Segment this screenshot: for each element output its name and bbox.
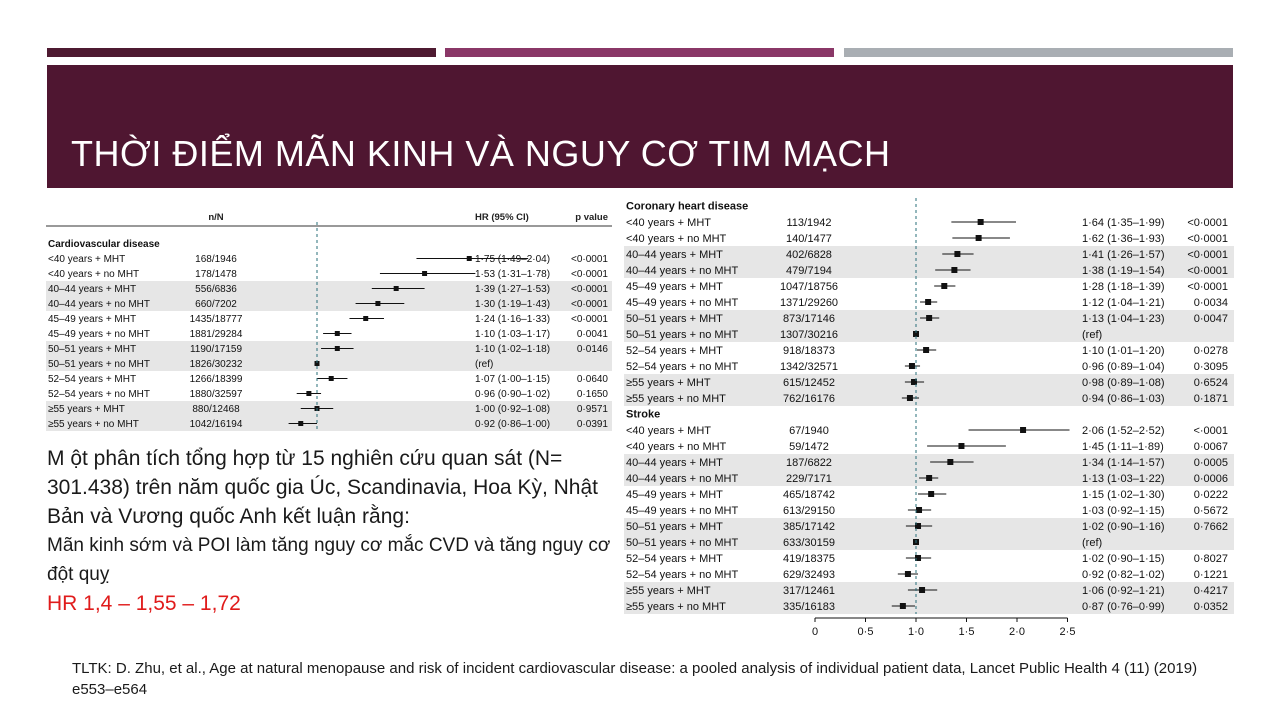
row-label: ≥55 years + no MHT <box>48 419 139 431</box>
row-label: ≥55 years + MHT <box>626 584 711 597</box>
hr-marker <box>976 235 982 241</box>
row-label: 45–49 years + no MHT <box>626 504 739 517</box>
slide-title: THỜI ĐIỂM MÃN KINH VÀ NGUY CƠ TIM MẠCH <box>71 133 891 174</box>
hr-marker <box>951 267 957 273</box>
hr-marker <box>916 507 922 513</box>
row-hr-text: 1·12 (1·04–1·21) <box>1082 296 1165 309</box>
hr-marker <box>329 376 334 381</box>
accent-bar-middle <box>445 48 834 57</box>
hr-marker <box>335 331 340 336</box>
row-p: 0·0006 <box>1193 472 1228 485</box>
row-p: 0·0034 <box>1193 296 1228 309</box>
row-label: 52–54 years + MHT <box>626 344 723 357</box>
row-n: 1190/17159 <box>189 344 243 356</box>
row-p: 0·0047 <box>1193 312 1228 325</box>
row-label: 50–51 years + MHT <box>626 312 723 325</box>
row-p: 0·6524 <box>1193 376 1228 389</box>
row-hr-text: 0·87 (0·76–0·99) <box>1082 600 1165 613</box>
row-n: 873/17146 <box>783 312 835 325</box>
row-p: <0·0001 <box>1187 216 1228 229</box>
row-p: <0·0001 <box>571 254 608 266</box>
hr-marker <box>928 491 934 497</box>
header-n: n/N <box>208 212 224 223</box>
row-hr-text: 1·24 (1·16–1·33) <box>475 314 551 326</box>
row-label: <40 years + MHT <box>626 424 711 437</box>
row-n: 465/18742 <box>783 488 835 501</box>
row-n: 1307/30216 <box>779 328 839 341</box>
row-hr-text: (ref) <box>1082 328 1103 341</box>
row-hr-text: 1·41 (1·26–1·57) <box>1082 248 1165 261</box>
hr-marker <box>306 391 311 396</box>
x-tick-label: 0 <box>811 626 819 638</box>
forest-plot-cvd <box>46 200 612 440</box>
row-label: 45–49 years + no MHT <box>48 329 150 341</box>
hr-marker <box>947 459 953 465</box>
row-p: 0·9571 <box>576 404 608 416</box>
hr-marker <box>375 301 380 306</box>
group-title: Stroke <box>626 408 661 421</box>
row-p: 0·0391 <box>576 419 608 431</box>
row-n: 335/16183 <box>783 600 835 613</box>
row-hr-text: 1·13 (1·03–1·22) <box>1082 472 1165 485</box>
row-p: 0·0146 <box>576 344 608 356</box>
row-n: 633/30159 <box>783 536 835 549</box>
row-n: 1880/32597 <box>189 389 243 401</box>
row-n: 187/6822 <box>786 456 832 469</box>
hr-marker <box>909 363 915 369</box>
forest-plot-cvd-svg <box>46 200 612 440</box>
row-n: 419/18375 <box>783 552 835 565</box>
row-n: 479/7194 <box>786 264 832 277</box>
forest-plot-chd-stroke <box>624 195 1234 645</box>
row-hr-text: 1·10 (1·01–1·20) <box>1082 344 1165 357</box>
row-hr-text: 1·53 (1·31–1·78) <box>475 269 551 281</box>
row-p: 0·0278 <box>1193 344 1228 357</box>
row-n: 1881/29284 <box>189 329 243 341</box>
row-label: <40 years + MHT <box>626 216 711 229</box>
row-p: 0·4217 <box>1193 584 1228 597</box>
row-hr-text: (ref) <box>475 359 494 371</box>
title-band <box>47 65 1233 188</box>
row-n: 140/1477 <box>786 232 832 245</box>
row-hr-text: 1·13 (1·04–1·23) <box>1082 312 1165 325</box>
row-n: 168/1946 <box>195 254 237 266</box>
row-n: 178/1478 <box>195 269 237 281</box>
row-p: <0·0001 <box>1187 232 1228 245</box>
row-hr-text: 1·38 (1·19–1·54) <box>1082 264 1165 277</box>
row-hr-text: 1·07 (1·00–1·15) <box>475 374 551 386</box>
row-p: 0·7662 <box>1193 520 1228 533</box>
group-title: Cardiovascular disease <box>48 238 160 250</box>
row-p: 0·1650 <box>576 389 608 401</box>
hr-marker <box>335 346 340 351</box>
row-n: 402/6828 <box>786 248 832 261</box>
row-n: 629/32493 <box>783 568 835 581</box>
row-p: 0·1871 <box>1193 392 1228 405</box>
row-label: 40–44 years + MHT <box>48 284 137 296</box>
row-hr-text: 1·03 (0·92–1·15) <box>1082 504 1165 517</box>
row-label: <40 years + MHT <box>48 254 126 266</box>
row-p: <0·0001 <box>571 284 608 296</box>
x-tick-label: 2·5 <box>1059 626 1076 638</box>
row-hr-text: 1·30 (1·19–1·43) <box>475 299 551 311</box>
row-label: <40 years + no MHT <box>48 269 140 281</box>
row-label: 52–54 years + MHT <box>626 552 723 565</box>
row-p: <·0001 <box>1193 424 1228 437</box>
row-hr-text: 0·98 (0·89–1·08) <box>1082 376 1165 389</box>
row-hr-text: 1·02 (0·90–1·15) <box>1082 552 1165 565</box>
row-label: 52–54 years + no MHT <box>48 389 150 401</box>
row-label: 40–44 years + MHT <box>626 248 723 261</box>
row-hr-text: 1·15 (1·02–1·30) <box>1082 488 1165 501</box>
hr-marker <box>905 571 911 577</box>
hr-values: HR 1,4 – 1,55 – 1,72 <box>47 592 241 615</box>
row-n: 385/17142 <box>783 520 835 533</box>
row-hr-text: 1·02 (0·90–1·16) <box>1082 520 1165 533</box>
hr-marker <box>925 299 931 305</box>
row-label: 50–51 years + no MHT <box>48 359 150 371</box>
row-n: 660/7202 <box>195 299 237 311</box>
row-hr-text: 1·75 (1·49–2·04) <box>475 254 551 266</box>
summary-line-2: Mãn kinh sớm và POI làm tăng nguy cơ mắc CVD và tăng nguy cơ đột quỵ <box>47 535 611 585</box>
header-p: p value <box>575 212 608 223</box>
row-hr-text: 1·34 (1·14–1·57) <box>1082 456 1165 469</box>
row-label: 50–51 years + no MHT <box>626 536 739 549</box>
row-hr-text: 1·45 (1·11–1·89) <box>1082 440 1164 453</box>
row-n: 1371/29260 <box>779 296 839 309</box>
hr-marker <box>923 347 929 353</box>
row-hr-text: 0·94 (0·86–1·03) <box>1082 392 1165 405</box>
row-hr-text: 1·39 (1·27–1·53) <box>475 284 551 296</box>
row-hr-text: 1·62 (1·36–1·93) <box>1082 232 1165 245</box>
x-tick-label: 2·0 <box>1009 626 1025 638</box>
row-label: 45–49 years + MHT <box>48 314 137 326</box>
row-hr-text: 1·10 (1·02–1·18) <box>475 344 551 356</box>
hr-marker <box>298 421 303 426</box>
row-label: <40 years + no MHT <box>626 440 727 453</box>
summary-line-1: M ột phân tích tổng hợp từ 15 nghiên cứu quan sát (N= 301.438) trên năm quốc gia Úc, Scandinavia, Hoa Kỳ, Nhật Bản và Vương quốc Anh kết luận rằng: <box>47 447 598 528</box>
row-label: <40 years + no MHT <box>626 232 727 245</box>
row-n: 615/12452 <box>783 376 835 389</box>
row-label: 40–44 years + no MHT <box>626 472 739 485</box>
row-label: ≥55 years + no MHT <box>626 600 726 613</box>
row-n: 113/1942 <box>786 216 832 229</box>
row-p: <0·0001 <box>1187 264 1228 277</box>
row-p: 0·0067 <box>1193 440 1228 453</box>
header-hr: HR (95% CI) <box>475 212 529 223</box>
row-hr-text: (ref) <box>1082 536 1103 549</box>
hr-marker <box>394 286 399 291</box>
row-p: <0·0001 <box>1187 280 1228 293</box>
row-n: 67/1940 <box>789 424 829 437</box>
row-label: 52–54 years + no MHT <box>626 360 739 373</box>
row-p: 0·0041 <box>576 329 608 341</box>
row-label: 45–49 years + MHT <box>626 280 723 293</box>
row-hr-text: 1·64 (1·35–1·99) <box>1082 216 1165 229</box>
reference-citation: TLTK: D. Zhu, et al., Age at natural menopause and risk of incident cardiovascular disease: a pooled analysis of individual patient data, Lancet Public Health 4 (11) (2019) e553–e564 <box>72 660 1198 698</box>
row-p: <0·0001 <box>571 269 608 281</box>
row-label: 50–51 years + MHT <box>626 520 723 533</box>
row-p: <0·0001 <box>1187 248 1228 261</box>
row-hr-text: 0·92 (0·82–1·02) <box>1082 568 1165 581</box>
row-n: 918/18373 <box>783 344 835 357</box>
row-n: 556/6836 <box>195 284 237 296</box>
row-n: 1047/18756 <box>779 280 839 293</box>
hr-marker <box>467 256 472 261</box>
group-title: Coronary heart disease <box>626 200 749 213</box>
row-label: 40–44 years + no MHT <box>48 299 150 311</box>
row-p: <0·0001 <box>571 314 608 326</box>
row-p: 0·0222 <box>1193 488 1228 501</box>
x-tick-label: 1·0 <box>908 626 924 638</box>
row-n: 229/7171 <box>786 472 832 485</box>
row-n: 1435/18777 <box>189 314 243 326</box>
x-tick-label: 1·5 <box>958 626 975 638</box>
row-n: 613/29150 <box>783 504 835 517</box>
row-label: 45–49 years + no MHT <box>626 296 739 309</box>
hr-marker <box>363 316 368 321</box>
hr-marker <box>900 603 906 609</box>
row-hr-text: 0·92 (0·86–1·00) <box>475 419 551 431</box>
x-tick-label: 0·5 <box>857 626 874 638</box>
accent-bar-right <box>844 48 1233 57</box>
row-label: 40–44 years + no MHT <box>626 264 739 277</box>
row-p: 0·0005 <box>1193 456 1228 469</box>
row-label: 52–54 years + no MHT <box>626 568 739 581</box>
hr-marker <box>919 587 925 593</box>
row-p: 0·5672 <box>1193 504 1228 517</box>
row-label: ≥55 years + MHT <box>626 376 711 389</box>
summary-text <box>47 444 617 618</box>
row-label: 50–51 years + MHT <box>48 344 137 356</box>
row-n: 1042/16194 <box>189 419 243 431</box>
accent-bar-left <box>47 48 436 57</box>
hr-marker <box>926 475 932 481</box>
row-p: 0·0352 <box>1193 600 1228 613</box>
row-hr-text: 1·06 (0·92–1·21) <box>1082 584 1165 597</box>
hr-marker <box>978 219 984 225</box>
row-hr-text: 2·06 (1·52–2·52) <box>1082 424 1165 437</box>
row-n: 59/1472 <box>789 440 829 453</box>
hr-marker <box>941 283 947 289</box>
hr-marker <box>907 395 913 401</box>
row-label: 45–49 years + MHT <box>626 488 723 501</box>
row-label: 52–54 years + MHT <box>48 374 137 386</box>
row-n: 1342/32571 <box>779 360 839 373</box>
row-p: 0·3095 <box>1193 360 1228 373</box>
row-n: 762/16176 <box>783 392 835 405</box>
row-hr-text: 1·10 (1·03–1·17) <box>475 329 551 341</box>
row-p: <0·0001 <box>571 299 608 311</box>
row-hr-text: 1·28 (1·18–1·39) <box>1082 280 1165 293</box>
hr-marker <box>926 315 932 321</box>
row-p: 0·8027 <box>1193 552 1228 565</box>
row-n: 880/12468 <box>192 404 240 416</box>
row-n: 317/12461 <box>783 584 835 597</box>
row-p: 0·0640 <box>576 374 608 386</box>
forest-plot-chd-stroke-svg <box>624 195 1234 645</box>
hr-marker <box>958 443 964 449</box>
row-hr-text: 0·96 (0·90–1·02) <box>475 389 551 401</box>
hr-marker <box>954 251 960 257</box>
row-p: 0·1221 <box>1193 568 1228 581</box>
row-label: ≥55 years + MHT <box>48 404 125 416</box>
row-n: 1826/30232 <box>189 359 243 371</box>
hr-marker <box>422 271 427 276</box>
row-label: 40–44 years + MHT <box>626 456 723 469</box>
row-hr-text: 1·00 (0·92–1·08) <box>475 404 551 416</box>
row-n: 1266/18399 <box>189 374 243 386</box>
hr-marker <box>1020 427 1026 433</box>
row-hr-text: 0·96 (0·89–1·04) <box>1082 360 1165 373</box>
row-label: ≥55 years + no MHT <box>626 392 726 405</box>
row-label: 50–51 years + no MHT <box>626 328 739 341</box>
